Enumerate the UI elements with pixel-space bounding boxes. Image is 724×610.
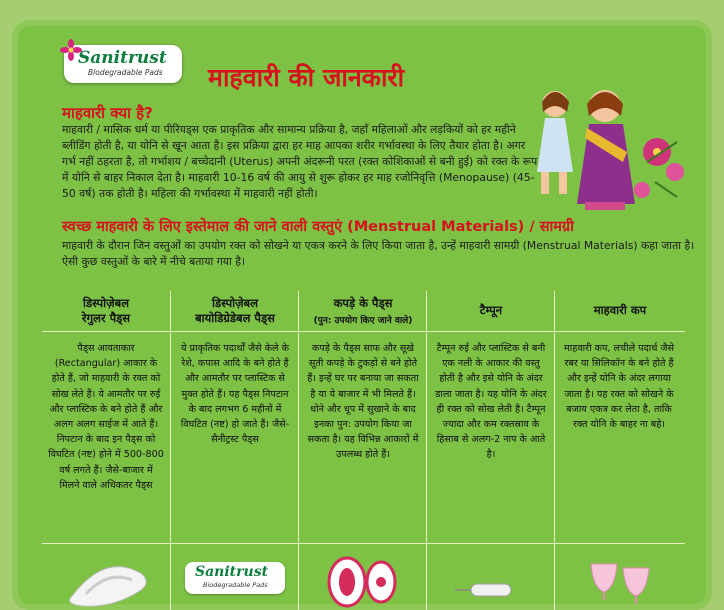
- flower-decoration-icon: [634, 138, 684, 198]
- menstrual-cup-icon: [555, 544, 685, 610]
- column-header: [427, 291, 555, 332]
- tampon-icon: [427, 544, 555, 610]
- page-title: माहवारी की जानकारी: [208, 63, 405, 92]
- column-header: [171, 291, 299, 332]
- column-regular-pads: [42, 291, 170, 610]
- column-header-line2: रेगुलर पैड्स: [81, 311, 131, 325]
- column-image-cell: [555, 543, 685, 610]
- section1-text: माहवारी / मासिक धर्म या पीरियड्स एक प्राकृतिक और सामान्य प्रक्रिया है, जहाँ महिलाओं और लड़कियों को हर महीने ब्लीडिंग होती है, या योनि से खून आता है। इस प्रक्रिया द्वारा हर माह आपका शरीर गर्भावस्था के लिए तैयार होता है। अगर गर्भ नहीं ठहरता है, तो गर्भाशय / बच्चेदानी (Uterus) अपनी अंदरूनी परत (रक्त कोशिकाओं से बनी हुई) को रक्त के रूप में योनि से बाहर निकाल देता है। माहवारी 10-16 वर्ष की आयु से शुरू होकर हर माह रजोनिवृत्ति (Menopause) (45-50 वर्ष) तक होती है। महिला की गर्भावस्था में माहवारी नहीं होती।: [62, 123, 538, 200]
- column-description: पैड्स आयताकार (Rectangular) आकार के होते हैं, जो माहवारी के रक्त को सोख लेते हैं। ये आमतौर पर रुई और प्लास्टिक के बने होते हैं और अलग अलग साईज में आते हैं। निपटान के बाद इन पैड्स को विघटित (नष्ट) होने में 500-800 वर्ष लगते हैं। जैसे-बाजार में मिलने वाले अधिकतर पैड्स: [48, 343, 164, 491]
- regular-pad-icon: [42, 544, 170, 610]
- column-header: [555, 291, 685, 332]
- section2-heading: स्वच्छ माहवारी के लिए इस्तेमाल की जाने वाली वस्तुएं (Menstrual Materials) / सामग्री: [62, 219, 574, 235]
- column-header: [42, 291, 170, 332]
- logo-brand: Sanitrust: [195, 564, 269, 580]
- column-menstrual-cup: [554, 291, 685, 610]
- girls-illustration: [527, 82, 687, 214]
- column-description: ये प्राकृतिक पदार्थों जैसे केले के रेशे, कपास आदि के बने होते हैं और आमतौर पर प्लास्टिक से मुक्त होते हैं। यह पैड्स निपटान के बाद लगभग 6 महीनों में विघटित (नष्ट) हो जाते हैं। जैसे- सैनीट्रस्ट पैड्स: [180, 343, 290, 446]
- column-image-cell: [42, 543, 170, 610]
- column-header: [299, 291, 427, 332]
- column-description: माहवारी कप, लचीले पदार्थ जैसे रबर या सिलिकॉन के बने होते हैं और इन्हें योनि के अंदर लगाया जाता है। यह रक्त को सोखने के बजाय एकत्र कर लेता है, ताकि रक्त योनि के बाहर ना बहे।: [564, 343, 674, 431]
- logo-subtitle: Biodegradable Pads: [88, 68, 163, 77]
- column-header-line1: माहवारी कप: [593, 303, 647, 317]
- column-header-line1: कपड़े के पैड्स: [333, 296, 393, 310]
- cloth-pad-icon: [299, 544, 427, 610]
- column-image-cell: [299, 543, 427, 610]
- logo-brand: Sanitrust: [78, 48, 167, 68]
- column-image-cell: [171, 543, 299, 610]
- column-biodegradable-pads: [170, 291, 299, 610]
- column-header-line1: डिस्पोज़ेबल: [82, 296, 129, 310]
- column-cloth-pads: [298, 291, 427, 610]
- column-tampon: [426, 291, 555, 610]
- sanitrust-logo: [64, 45, 182, 83]
- column-header-note: (पुन: उपयोग किए जाने वाले): [313, 316, 413, 326]
- column-description: कपड़े के पैड्स साफ और सूखे सूती कपड़े के टुकड़ों से बने होते हैं। इन्हें घर पर बनाया जा सकता है या ये बाजार में भी मिलते हैं। धोने और धूप में सुखाने के बाद इनका पुन: उपयोग किया जा सकता है। यह विभिन्न आकारों में उपलब्ध होते हैं।: [307, 343, 419, 461]
- column-header-line2: बायोडिग्रेडेबल पैड्स: [195, 311, 275, 325]
- column-description: टैम्पून रुई और प्लास्टिक से बनी एक नली के आकार की वस्तु होती है और इसे योनि के अंदर डाला जाता है। यह योनि के अंदर ही रक्त को सोख लेती है। टैम्पून ज्यादा और कम रक्तस्राव के हिसाब से अलग-2 नाप के आते है।: [435, 343, 547, 461]
- column-image-cell: [427, 543, 555, 610]
- sanitrust-mini-logo: [185, 562, 285, 594]
- section1-heading: माहवारी क्या है?: [62, 104, 153, 122]
- section2-text: माहवारी के दौरान जिन वस्तुओं का उपयोग रक्त को सोखने या एकत्र करने के लिए किया जाता है, उन्हें माहवारी सामग्री (Menstrual Materials) कहा जाता है। ऐसी कुछ वस्तुओं के बारे में नीचे बताया गया है।: [62, 239, 695, 268]
- logo-subtitle: Biodegradable Pads: [203, 581, 268, 589]
- column-header-line1: टैम्पून: [479, 303, 503, 317]
- materials-table: [42, 291, 684, 610]
- column-header-line1: डिस्पोज़ेबल: [211, 296, 258, 310]
